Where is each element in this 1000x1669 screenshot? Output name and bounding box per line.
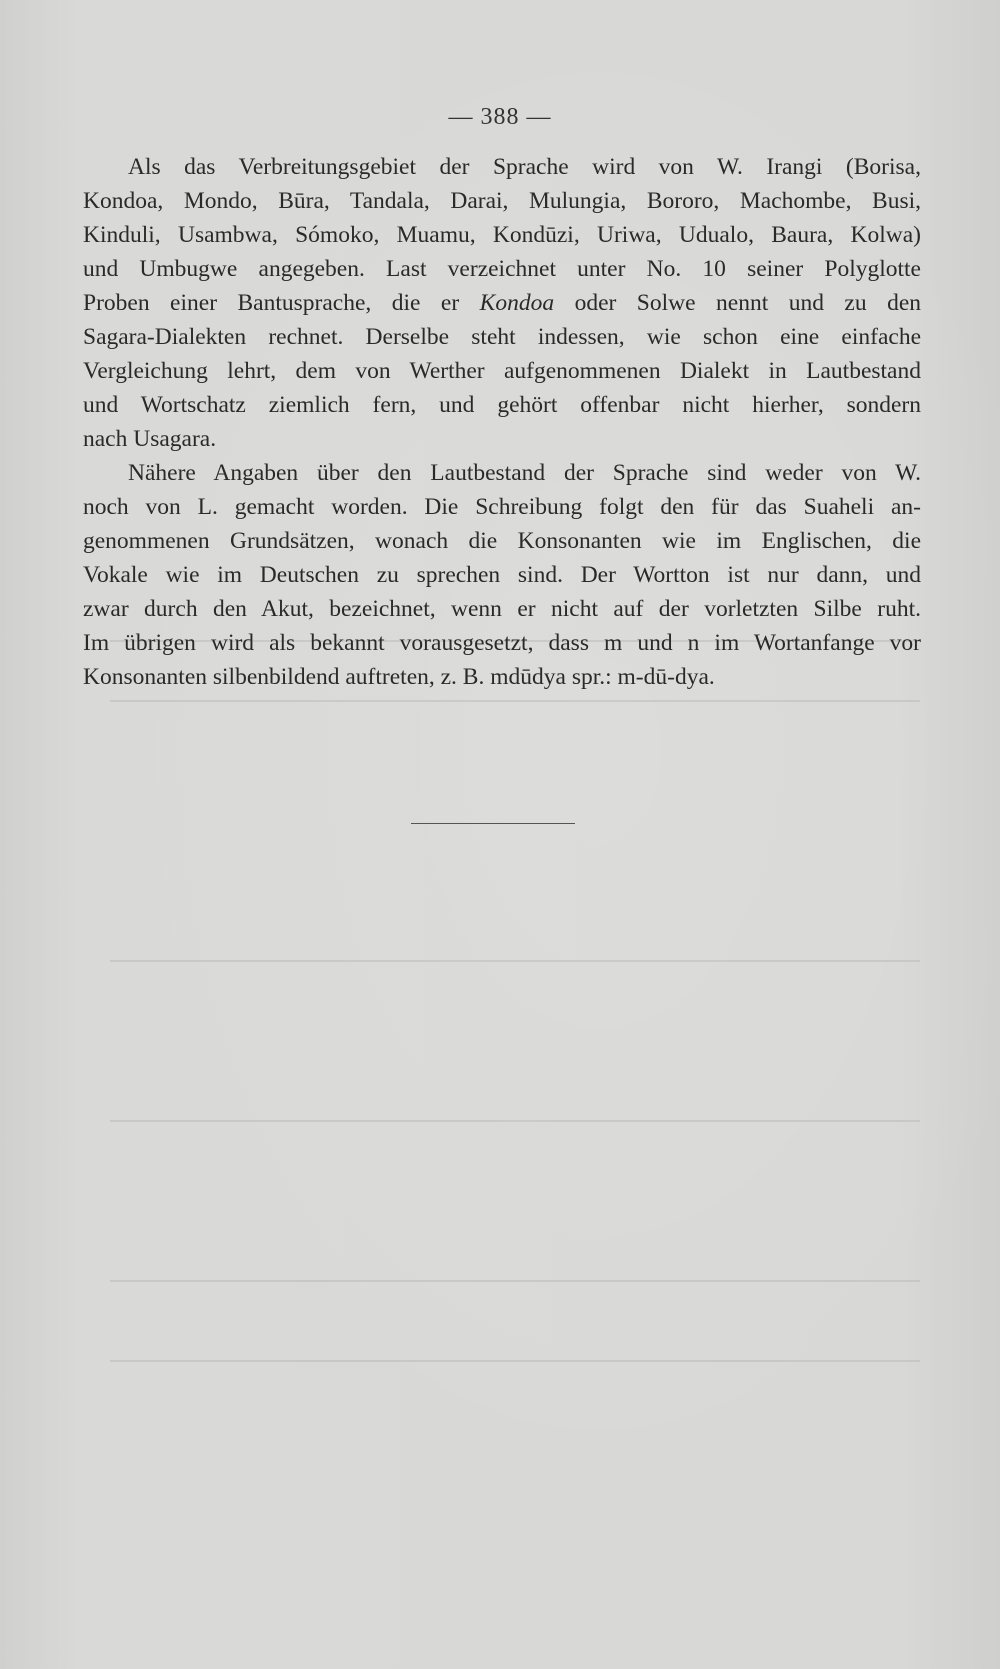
text-line: zwar durch den Akut, bezeichnet, wenn er nicht auf der vorletzten Silbe ruht.: [83, 596, 921, 622]
text-line: Kondoa, Mondo, Būra, Tandala, Darai, Mulungia, Bororo, Machombe, Busi,: [83, 188, 921, 214]
italic-term: Kondoa: [479, 290, 555, 316]
bleed-through-line: [110, 1120, 920, 1122]
bleed-through-line: [110, 700, 920, 702]
text-line: Als das Verbreitungsgebiet der Sprache wird von W. Irangi (Borisa,: [128, 154, 921, 180]
bleed-through-line: [110, 1280, 920, 1282]
text-line: Sagara-Dialekten rechnet. Derselbe steht indessen, wie schon eine einfache: [83, 324, 921, 350]
text-line: genommenen Grundsätzen, wonach die Konsonanten wie im Englischen, die: [83, 528, 921, 554]
bleed-through-line: [110, 960, 920, 962]
page-number: — 388 —: [448, 104, 552, 130]
text-segment: Proben einer Bantusprache, die er: [83, 290, 480, 316]
text-segment: oder Solwe nennt und zu den: [554, 290, 922, 316]
section-divider-rule: [411, 823, 575, 824]
text-line: und Wortschatz ziemlich fern, und gehört offenbar nicht hierher, sondern: [83, 392, 921, 418]
text-line: nach Usagara.: [83, 426, 217, 452]
body-text: [83, 150, 921, 694]
text-line: Im übrigen wird als bekannt vorausgesetzt, dass m und n im Wortanfange vor: [83, 630, 921, 656]
text-line: und Umbugwe angegeben. Last verzeichnet unter No. 10 seiner Polyglotte: [83, 256, 921, 282]
text-line: noch von L. gemacht worden. Die Schreibung folgt den für das Suaheli an-: [83, 494, 921, 520]
text-line-with-italic: [83, 286, 921, 320]
text-line: Vergleichung lehrt, dem von Werther aufgenommenen Dialekt in Lautbestand: [83, 358, 921, 384]
text-line: Nähere Angaben über den Lautbestand der Sprache sind weder von W.: [128, 460, 921, 486]
text-line: Kinduli, Usambwa, Sómoko, Muamu, Kondūzi, Uriwa, Udualo, Baura, Kolwa): [83, 222, 921, 248]
text-line: Konsonanten silbenbildend auftreten, z. B. mdūdya spr.: m-dū-dya.: [83, 664, 715, 690]
text-line: Vokale wie im Deutschen zu sprechen sind. Der Wortton ist nur dann, und: [83, 562, 921, 588]
bleed-through-line: [110, 1360, 920, 1362]
